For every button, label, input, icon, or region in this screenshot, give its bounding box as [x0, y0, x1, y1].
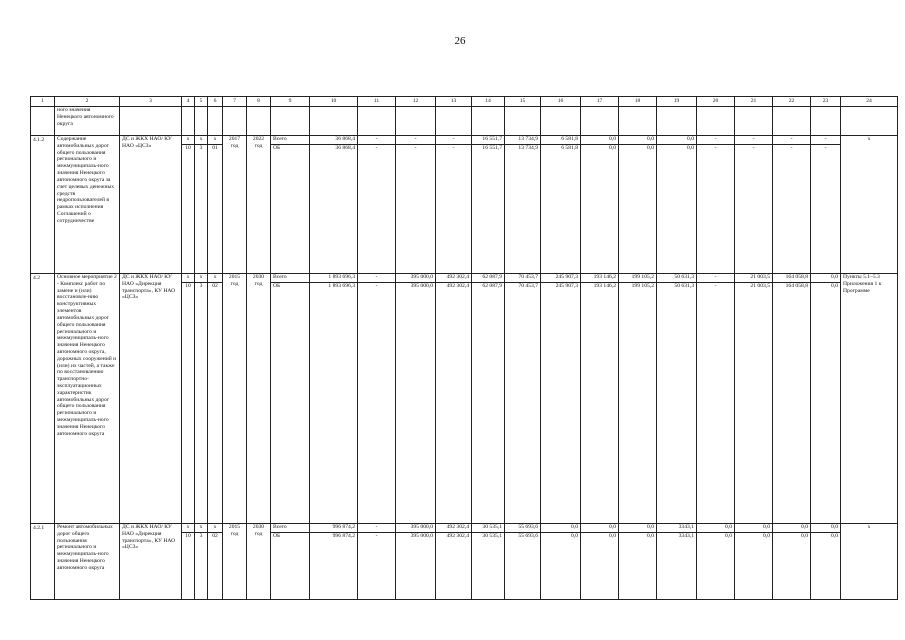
- value-col-22: -: [773, 145, 811, 274]
- program-table: [30, 96, 898, 600]
- column-number: 17: [581, 97, 619, 107]
- item-executor: ДС и ЖКХ НАО/ КУ НАО «Дирекция транспорта», КУ НАО «ЦСЗ»: [120, 274, 182, 524]
- value-col-17: 193 146,2: [581, 283, 619, 524]
- value-col-21: 21 003,5: [735, 283, 773, 524]
- code-c5: 3: [195, 533, 208, 600]
- value-col-18: 199 105,2: [619, 283, 657, 524]
- value-col-20: 0,0: [697, 533, 735, 600]
- page-number: 26: [454, 35, 466, 47]
- value-col-12: 395 000,0: [396, 274, 436, 283]
- column-number: 14: [472, 97, 505, 107]
- end-year: 2030 год: [247, 524, 271, 600]
- item-number: 4.2: [31, 274, 55, 524]
- value-col-15: 13 734,9: [505, 145, 541, 274]
- column-number: 18: [619, 97, 657, 107]
- value-col-18: 0,0: [619, 524, 657, 533]
- column-number: 9: [271, 97, 310, 107]
- value-col-20: -: [697, 274, 735, 283]
- value-col-21: -: [735, 145, 773, 274]
- end-year: 2030 год: [247, 274, 271, 524]
- funding-source: Всего: [271, 136, 310, 145]
- value-col-10: 996 874,2: [310, 533, 358, 600]
- table-row: [31, 136, 898, 145]
- item-number: 4.2.1: [31, 524, 55, 600]
- value-col-18: 199 105,2: [619, 274, 657, 283]
- item-name: Ремонт автомобильных дорог общего пользования регионального и межмуниципаль-ного значения Ненецкого автономного округа: [55, 524, 120, 600]
- value-col-23: -: [811, 136, 841, 145]
- value-col-17: 0,0: [581, 533, 619, 600]
- column-number: 1: [31, 97, 55, 107]
- column-number: 2: [55, 97, 120, 107]
- value-col-14: 62 087,9: [472, 283, 505, 524]
- value-col-22: -: [773, 136, 811, 145]
- value-col-19: 0,0: [657, 145, 697, 274]
- code-c6: х: [208, 274, 223, 283]
- value-col-21: 21 003,5: [735, 274, 773, 283]
- value-col-22: 164 058,8: [773, 274, 811, 283]
- value-col-10: 1 893 696,3: [310, 274, 358, 283]
- funding-source: ОБ: [271, 145, 310, 274]
- value-col-21: 0,0: [735, 524, 773, 533]
- code-c5: х: [195, 136, 208, 145]
- value-col-13: -: [436, 145, 472, 274]
- value-col-23: 0,0: [811, 533, 841, 600]
- value-col-14: 30 535,1: [472, 533, 505, 600]
- code-c4: х: [182, 524, 195, 533]
- value-col-22: 0,0: [773, 533, 811, 600]
- table-row: [31, 274, 898, 283]
- item-note: х: [841, 136, 898, 274]
- code-c4: 10: [182, 533, 195, 600]
- funding-source: Всего: [271, 274, 310, 283]
- column-number-row: [31, 97, 898, 107]
- item-name: Содержание автомобильных дорог общего пользования регионального и межмуниципаль-ного значения Ненецкого автономного округа за счет целевых денежных средств недропользователей в рамках исполнения Соглашений о сотрудничестве: [55, 136, 120, 274]
- value-col-17: 0,0: [581, 524, 619, 533]
- column-number: 6: [208, 97, 223, 107]
- value-col-11: -: [358, 274, 396, 283]
- column-number: 23: [811, 97, 841, 107]
- value-col-12: 395 000,0: [396, 524, 436, 533]
- table-row: [31, 524, 898, 533]
- value-col-20: -: [697, 136, 735, 145]
- value-col-10: 1 893 696,3: [310, 283, 358, 524]
- code-c5: х: [195, 524, 208, 533]
- column-number: 12: [396, 97, 436, 107]
- value-col-12: -: [396, 145, 436, 274]
- start-year: 2015 год: [223, 274, 247, 524]
- value-col-15: 70 453,7: [505, 283, 541, 524]
- start-year: 2015 год: [223, 524, 247, 600]
- value-col-11: -: [358, 283, 396, 524]
- item-executor: ДС и ЖКХ НАО/ КУ НАО «Дирекция транспорта», КУ НАО «ЦСЗ»: [120, 524, 182, 600]
- value-col-11: -: [358, 533, 396, 600]
- value-col-12: 395 000,0: [396, 283, 436, 524]
- value-col-11: -: [358, 145, 396, 274]
- value-col-14: 16 551,7: [472, 136, 505, 145]
- value-col-10: 36 868,4: [310, 136, 358, 145]
- value-col-20: -: [697, 283, 735, 524]
- value-col-19: 3343,1: [657, 524, 697, 533]
- code-c6: 02: [208, 533, 223, 600]
- value-col-13: 492 302,4: [436, 533, 472, 600]
- column-number: 24: [841, 97, 898, 107]
- value-col-13: 492 302,4: [436, 274, 472, 283]
- value-col-18: 0,0: [619, 136, 657, 145]
- value-col-23: 0,0: [811, 524, 841, 533]
- column-number: 10: [310, 97, 358, 107]
- value-col-16: 0,0: [541, 524, 581, 533]
- item-note: Пункты 5.1–5.3 Приложения 1 к Программе: [841, 274, 898, 524]
- value-col-20: 0,0: [697, 524, 735, 533]
- value-col-18: 0,0: [619, 533, 657, 600]
- column-number: 7: [223, 97, 247, 107]
- code-c4: х: [182, 136, 195, 145]
- column-number: 19: [657, 97, 697, 107]
- value-col-23: 0,0: [811, 283, 841, 524]
- value-col-20: -: [697, 145, 735, 274]
- item-executor: ДС и ЖКХ НАО/ КУ НАО «ЦСЗ»: [120, 136, 182, 274]
- item-name: Основное мероприятие 2 - Комплекс работ по замене и (или) восстановле-нию конструктивных элементов автомобильных дорог общего пользования регионального и межмуниципаль-ного значения Ненецкого автономного округа, дорожных сооружений и (или) их частей, а также по восстановлению транспортно-эксплуатационных характеристик автомобильных дорог общего пользования регионального и межмуниципаль-ного значения Ненецкого автономного округа: [55, 274, 120, 524]
- funding-source: ОБ: [271, 283, 310, 524]
- value-col-10: 36 868,4: [310, 145, 358, 274]
- value-col-13: 492 302,4: [436, 524, 472, 533]
- value-col-23: -: [811, 145, 841, 274]
- value-col-14: 16 551,7: [472, 145, 505, 274]
- funding-source: Всего: [271, 524, 310, 533]
- code-c4: 10: [182, 283, 195, 524]
- code-c5: 3: [195, 145, 208, 274]
- code-c6: 02: [208, 283, 223, 524]
- column-number: 16: [541, 97, 581, 107]
- code-c6: х: [208, 136, 223, 145]
- column-number: 8: [247, 97, 271, 107]
- value-col-16: 6 581,8: [541, 145, 581, 274]
- value-col-15: 70 453,7: [505, 274, 541, 283]
- value-col-17: 0,0: [581, 145, 619, 274]
- item-note: х: [841, 524, 898, 600]
- value-col-19: 3343,1: [657, 533, 697, 600]
- value-col-16: 6 581,8: [541, 136, 581, 145]
- value-col-12: -: [396, 136, 436, 145]
- continuation-text: ного значения Ненецкого автономного округа: [55, 107, 120, 136]
- value-col-16: 245 907,3: [541, 283, 581, 524]
- code-c4: 10: [182, 145, 195, 274]
- column-number: 13: [436, 97, 472, 107]
- value-col-14: 62 087,9: [472, 274, 505, 283]
- value-col-21: -: [735, 136, 773, 145]
- value-col-18: 0,0: [619, 145, 657, 274]
- value-col-11: -: [358, 524, 396, 533]
- code-c5: 3: [195, 283, 208, 524]
- value-col-23: 0,0: [811, 274, 841, 283]
- value-col-13: 492 302,4: [436, 283, 472, 524]
- value-col-19: 50 631,3: [657, 274, 697, 283]
- value-col-10: 996 874,2: [310, 524, 358, 533]
- value-col-15: 55 693,6: [505, 533, 541, 600]
- start-year: 2017 год: [223, 136, 247, 274]
- value-col-22: 164 058,8: [773, 283, 811, 524]
- value-col-16: 245 907,3: [541, 274, 581, 283]
- value-col-16: 0,0: [541, 533, 581, 600]
- value-col-22: 0,0: [773, 524, 811, 533]
- value-col-19: 0,0: [657, 136, 697, 145]
- value-col-15: 55 693,6: [505, 524, 541, 533]
- value-col-19: 50 631,3: [657, 283, 697, 524]
- column-number: 3: [120, 97, 182, 107]
- end-year: 2022 год: [247, 136, 271, 274]
- code-c6: 01: [208, 145, 223, 274]
- code-c4: х: [182, 274, 195, 283]
- column-number: 11: [358, 97, 396, 107]
- item-number: 4.1.2: [31, 136, 55, 274]
- value-col-13: -: [436, 136, 472, 145]
- value-col-14: 30 535,1: [472, 524, 505, 533]
- value-col-17: 193 146,2: [581, 274, 619, 283]
- value-col-11: -: [358, 136, 396, 145]
- column-number: 22: [773, 97, 811, 107]
- code-c5: х: [195, 274, 208, 283]
- column-number: 4: [182, 97, 195, 107]
- value-col-15: 13 734,9: [505, 136, 541, 145]
- column-number: 21: [735, 97, 773, 107]
- value-col-12: 395 000,0: [396, 533, 436, 600]
- continuation-row: [31, 107, 898, 136]
- value-col-17: 0,0: [581, 136, 619, 145]
- column-number: 15: [505, 97, 541, 107]
- code-c6: х: [208, 524, 223, 533]
- funding-source: ОБ: [271, 533, 310, 600]
- column-number: 20: [697, 97, 735, 107]
- value-col-21: 0,0: [735, 533, 773, 600]
- column-number: 5: [195, 97, 208, 107]
